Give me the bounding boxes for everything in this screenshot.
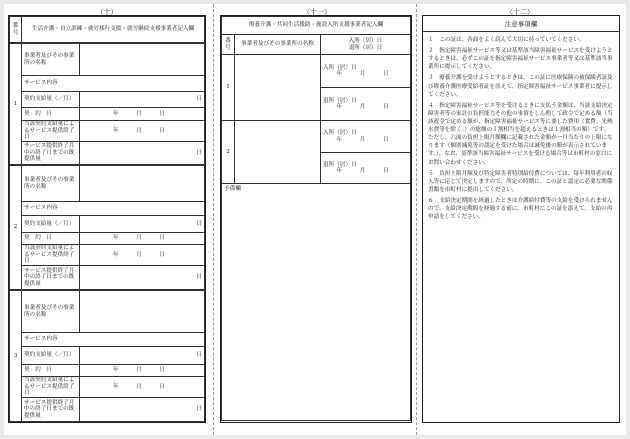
field-label: 事業者及びその事業所の名称	[22, 44, 80, 76]
field-label: 契約支給量（／月）	[22, 92, 80, 108]
unit-label: 日	[80, 142, 205, 165]
middle-row-no: 1	[222, 55, 235, 121]
notes-body	[423, 32, 619, 228]
panel-left-label: （十）	[96, 8, 118, 16]
date-label: 年 月 日	[80, 108, 205, 121]
remarks-field: 予備欄	[222, 184, 411, 421]
unit-label: 日	[80, 266, 205, 290]
provider-name-value	[80, 166, 205, 202]
panel-middle-label: （十一）	[303, 8, 331, 16]
provider-name-value	[235, 55, 321, 121]
middle-header-name: 事業者及びその事業所の名称	[235, 35, 321, 55]
unit-label: 日	[80, 398, 205, 422]
field-label: サービス内容	[22, 202, 205, 216]
left-block-3	[9, 290, 205, 422]
provider-name-value	[80, 44, 205, 76]
middle-header-no: 番号	[222, 35, 235, 55]
date-label: 年 月 日	[336, 168, 395, 174]
field-label: 契 約 日	[22, 108, 80, 121]
exit-label: 退所（居）日	[323, 97, 357, 104]
note-item: ５ 負担上限月額及び特定障害者特別給付費については、毎年利用者の収入等に応じて決定しますので、所定の時期に、この証と認定に必要な関係書類を市町村に提出してください。	[428, 170, 613, 193]
date-label: 年 月 日	[80, 121, 205, 142]
note-item: ３ 療養介護を受けようとするときは、この証に医療保険の被保険者証及び療養介護医療受給者証を添えて、指定障害福祉サービス事業者に提示してください。	[428, 75, 613, 98]
note-item: １ この証は、各面をよく読んで大切に持っていてください。	[428, 37, 585, 43]
panel-middle	[220, 15, 412, 423]
field-label: 契 約 日	[22, 365, 80, 377]
notes-title: 注意事項欄	[423, 16, 619, 32]
field-label: 契約支給量（／月）	[22, 216, 80, 233]
date-label: 年 月 日	[80, 365, 205, 377]
entry-date-cell	[321, 121, 411, 153]
unit-label: 日	[80, 347, 205, 365]
field-label: 当該契約支給量によるサービス提供終了日	[22, 245, 80, 266]
panel-right	[422, 15, 620, 423]
recipient-certificate-page	[4, 4, 626, 435]
date-label: 年 月 日	[336, 104, 395, 110]
date-label: 年 月 日	[336, 71, 395, 77]
field-label: 契 約 日	[22, 233, 80, 245]
unit-label: 日	[80, 92, 205, 108]
note-item: ２ 指定障害福祉サービス等又は基準該当障害福祉サービスを受けようとするときは、必ずこの証を指定障害福祉サービス事業者等又は基準該当事業所に提示してください。	[428, 48, 613, 71]
left-header-title: 生活介護・自立訓練・就労移行支援・就労継続支援事業者記入欄	[22, 17, 205, 43]
date-label: 年 月 日	[80, 245, 205, 266]
exit-date-cell	[321, 88, 411, 121]
header-exit-date: 退所（居）日	[348, 44, 383, 51]
panel-right-label: （十二）	[506, 8, 534, 16]
middle-header-dates	[321, 35, 411, 55]
left-header-no: 番号	[10, 17, 22, 43]
middle-table	[221, 16, 411, 421]
entry-date-cell	[321, 55, 411, 88]
field-label: 事業者及びその事業所の名称	[22, 166, 80, 202]
fold-line-1	[213, 4, 214, 435]
field-label: サービス内容	[22, 76, 205, 92]
exit-label: 退所（居）日	[323, 161, 357, 168]
provider-name-value	[235, 121, 321, 184]
date-label: 年 月 日	[336, 136, 395, 143]
middle-row-no: 2	[222, 121, 235, 184]
left-row-no: 1	[10, 44, 22, 165]
note-item: ４ 指定障害福祉サービス等を受けるときに支払う金額は、当該支給決定障害者等の家計の負担能力その他の事情をしん酌して政令で定める額（当該政令で定める額が、指定障害福祉サービス等に要した費用（食費、光熱水費等を除く。）の総額の１割相当を超えるときは１割相当の額）です。ただし、六面の負担上限月額欄に記載された金額が一月当たりの上限になります（個別減免等の認定を受けた場合は減免後の額が表示されています。）。なお、基準該当障害福祉サービスを受ける場合等は市町村の窓口にお問い合わせください。	[428, 102, 613, 166]
field-label: サービス提供終了月中の終了日までの既提供量	[22, 398, 80, 422]
field-label: サービス提供終了月中の終了日までの既提供量	[22, 142, 80, 165]
panel-left	[8, 15, 206, 423]
left-block-2	[9, 165, 205, 290]
provider-name-value	[80, 291, 205, 333]
field-label: サービス内容	[22, 333, 205, 347]
left-row-no: 3	[10, 291, 22, 422]
unit-label: 日	[80, 216, 205, 233]
date-label: 年 月 日	[80, 377, 205, 398]
entry-label: 入所（居）日	[323, 64, 357, 71]
field-label: 契約支給量（／月）	[22, 347, 80, 365]
left-block-1	[9, 43, 205, 165]
note-item: ６ 支給決定期間を経過したときは介護給付費等の支給を受けられませんので、支給決定期間を経過する前に、市町村にこの証を添えて、支給の再申請をしてください。	[428, 197, 613, 221]
left-table	[9, 16, 205, 43]
field-label: サービス提供終了月中の終了日までの既提供量	[22, 266, 80, 290]
exit-date-cell	[321, 153, 411, 184]
middle-header-title: 療養介護・共同生活援助・施設入所支援事業者記入欄	[222, 17, 411, 35]
field-label: 当該契約支給量によるサービス提供終了日	[22, 377, 80, 398]
header-entry-date: 入所（居）日	[348, 38, 383, 45]
field-label: 事業者及びその事業所の名称	[22, 291, 80, 333]
date-label: 年 月 日	[80, 233, 205, 245]
left-row-no: 2	[10, 166, 22, 290]
fold-line-2	[416, 4, 417, 435]
field-label: 当該契約支給量によるサービス提供終了日	[22, 121, 80, 142]
entry-label: 入所（居）日	[323, 130, 357, 137]
